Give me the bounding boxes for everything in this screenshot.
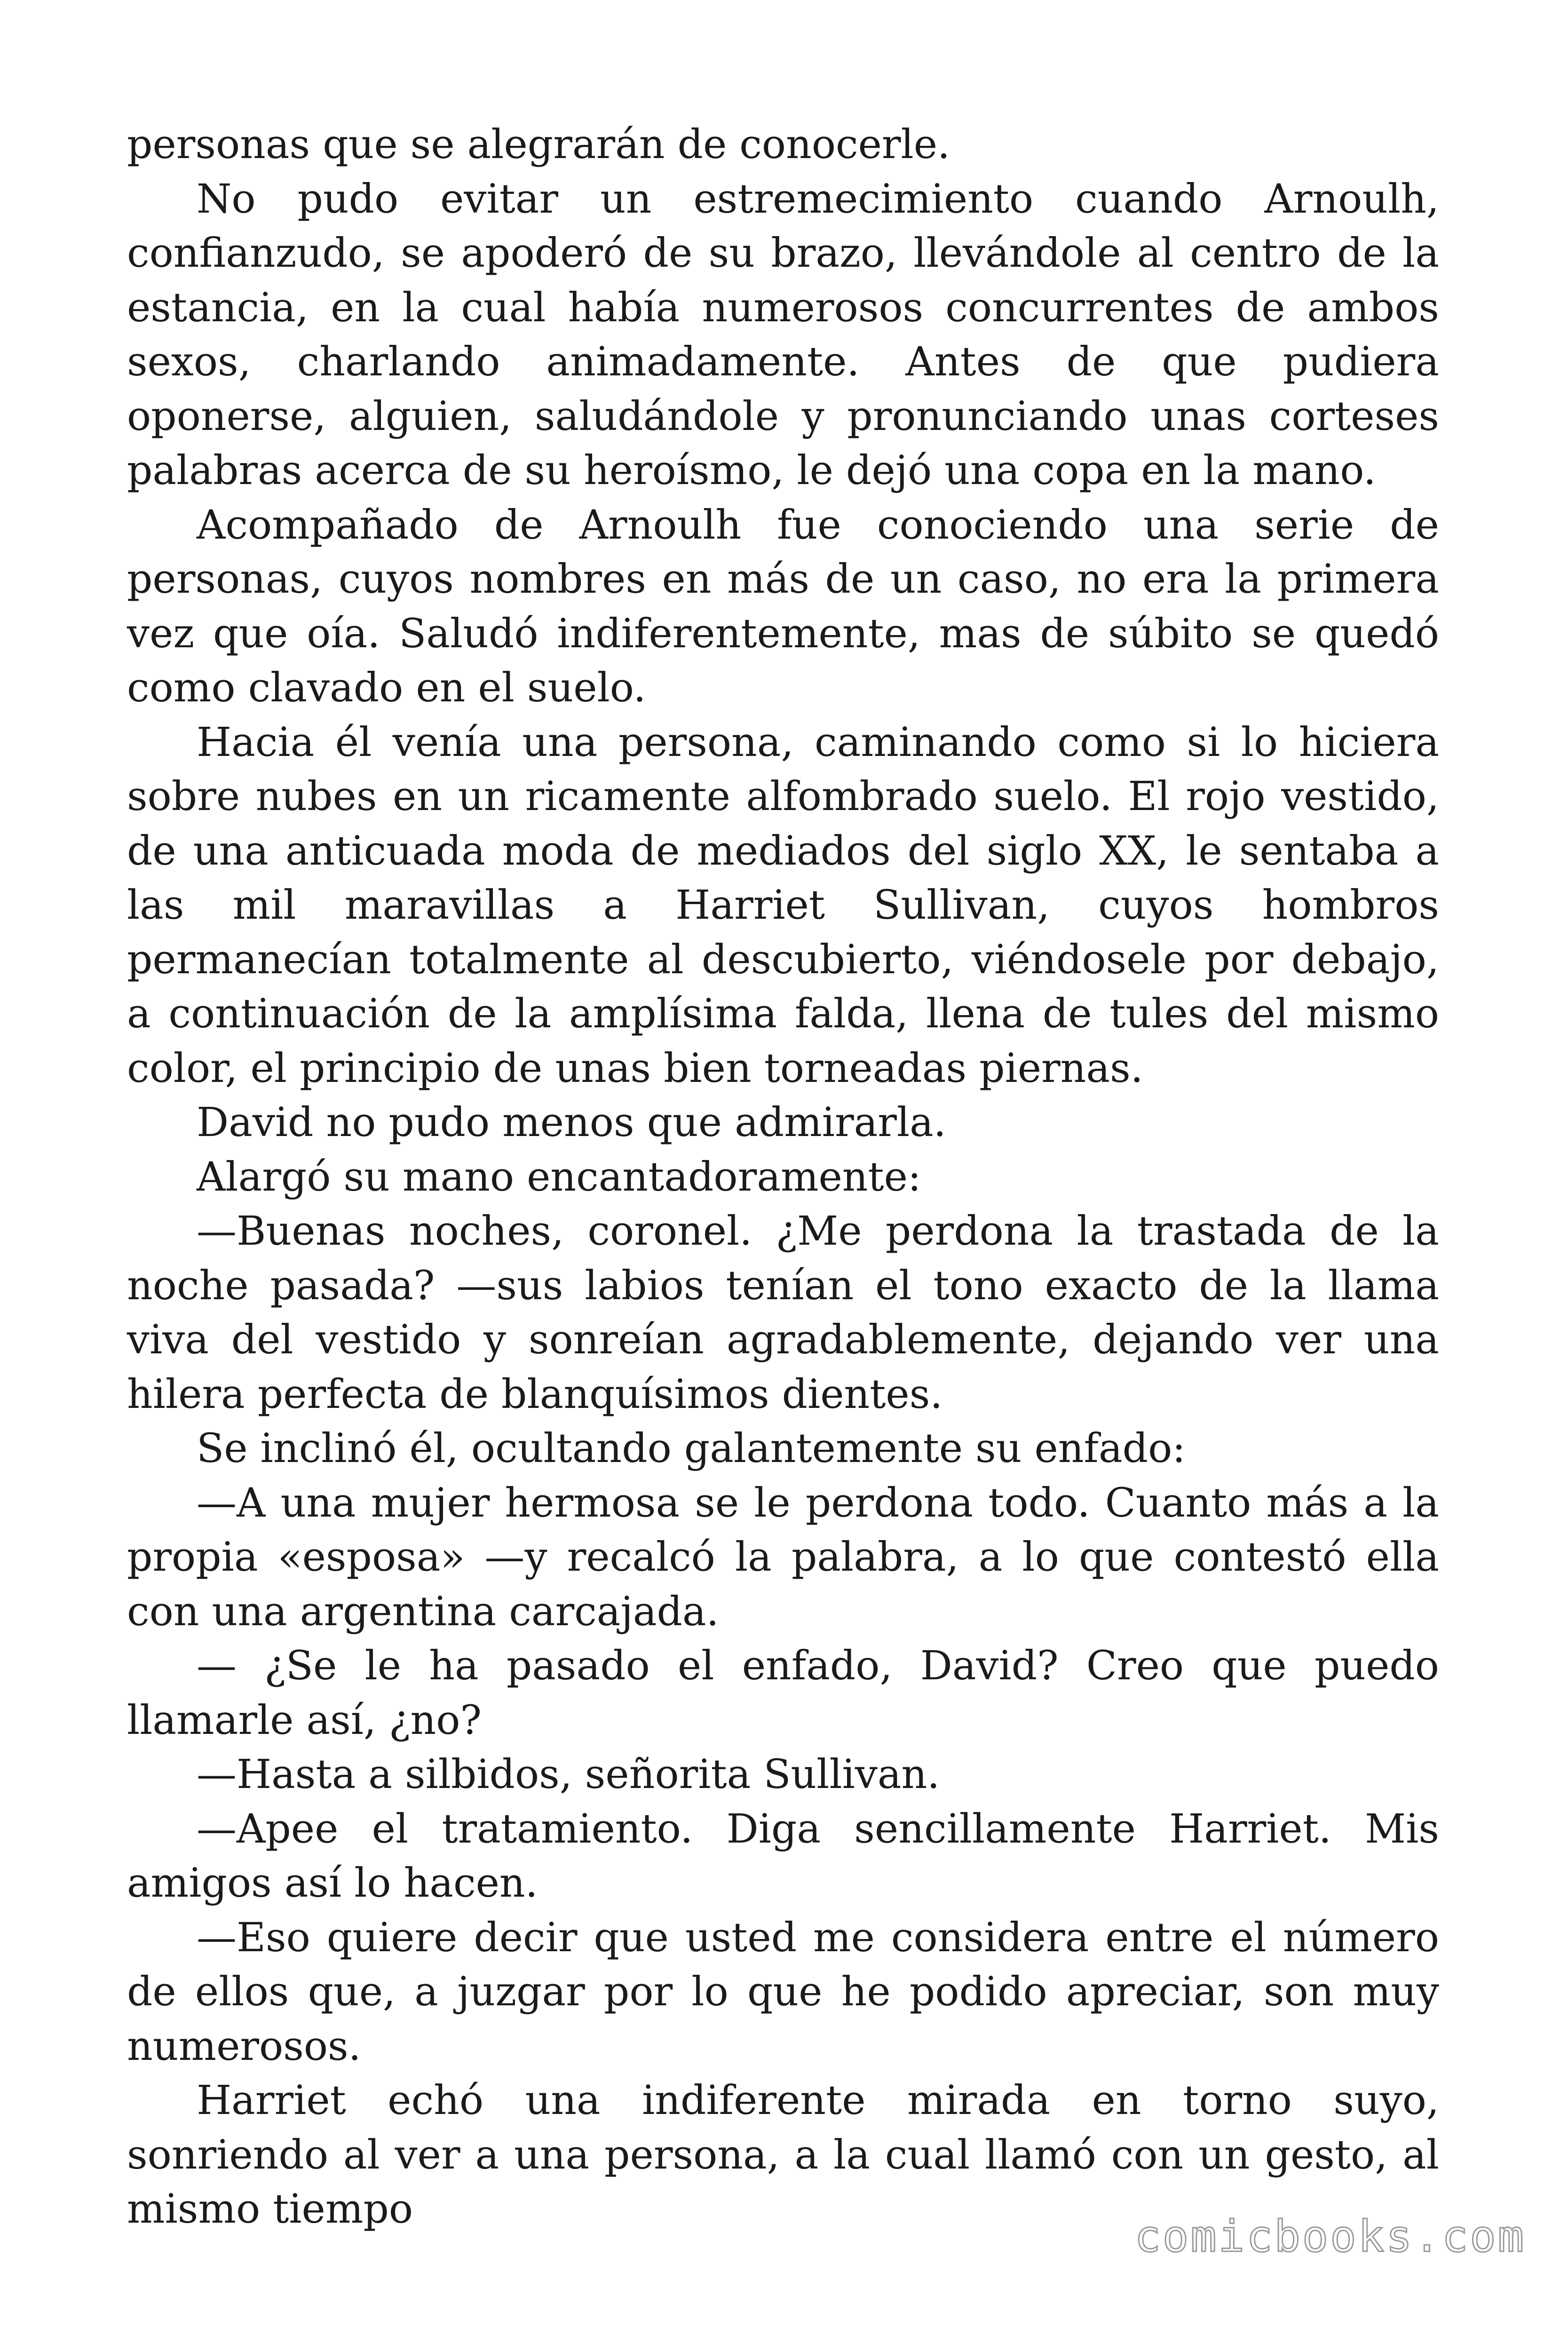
paragraph: Acompañado de Arnoulh fue conociendo una serie de personas, cuyos nombres en más de un caso, no era la primera vez que oía. Saludó indiferentemente, mas de súbito se quedó como clavado en el suelo. (127, 501, 1439, 711)
paragraph: David no pudo menos que admirarla. (197, 1099, 946, 1146)
paragraph: Alargó su mano encantadoramente: (197, 1153, 921, 1200)
paragraph: Se inclinó él, ocultando galantemente su enfado: (197, 1425, 1186, 1472)
paragraph: Hacia él venía una persona, caminando como si lo hiciera sobre nubes en un ricamente alfombrado suelo. El rojo vestido, de una anticuada moda de mediados del siglo XX, le sentaba a las mil maravillas a Harriet Sullivan, cuyos hombros permanecían totalmente al descubierto, viéndosele por debajo, a continuación de la amplísima falda, llena de tules del mismo color, el principio de unas bien torneadas piernas. (127, 719, 1439, 1092)
paragraph: —Buenas noches, coronel. ¿Me perdona la trastada de la noche pasada? —sus labios tenían el tono exacto de la llama viva del vestido y sonreían agradablemente, dejando ver una hilera perfecta de blanquísimos dientes. (127, 1208, 1439, 1418)
page-body (127, 118, 1439, 2237)
paragraph: —Apee el tratamiento. Diga sencillamente Harriet. Mis amigos así lo hacen. (127, 1805, 1439, 1907)
paragraph: Harriet echó una indiferente mirada en torno suyo, sonriendo al ver a una persona, a la cual llamó con un gesto, al mismo tiempo (127, 2077, 1439, 2233)
paragraph: No pudo evitar un estremecimiento cuando Arnoulh, confianzudo, se apoderó de su brazo, llevándole al centro de la estancia, en la cual había numerosos concurrentes de ambos sexos, charlando animadamente. Antes de que pudiera oponerse, alguien, saludándole y pronunciando unas corteses palabras acerca de su heroísmo, le dejó una copa en la mano. (127, 175, 1439, 494)
paragraph: — ¿Se le ha pasado el enfado, David? Creo que puedo llamarle así, ¿no? (127, 1643, 1439, 1744)
paragraph: —Hasta a silbidos, señorita Sullivan. (197, 1751, 940, 1798)
paragraph: personas que se alegrarán de conocerle. (127, 121, 950, 168)
paragraph: —Eso quiere decir que usted me considera entre el número de ellos que, a juzgar por lo que he podido apreciar, son muy numerosos. (127, 1914, 1439, 2070)
paragraph: —A una mujer hermosa se le perdona todo. Cuanto más a la propia «esposa» —y recalcó la palabra, a lo que contestó ella con una argentina carcajada. (127, 1479, 1439, 1635)
watermark: comicbooks.com (1134, 2211, 1526, 2262)
